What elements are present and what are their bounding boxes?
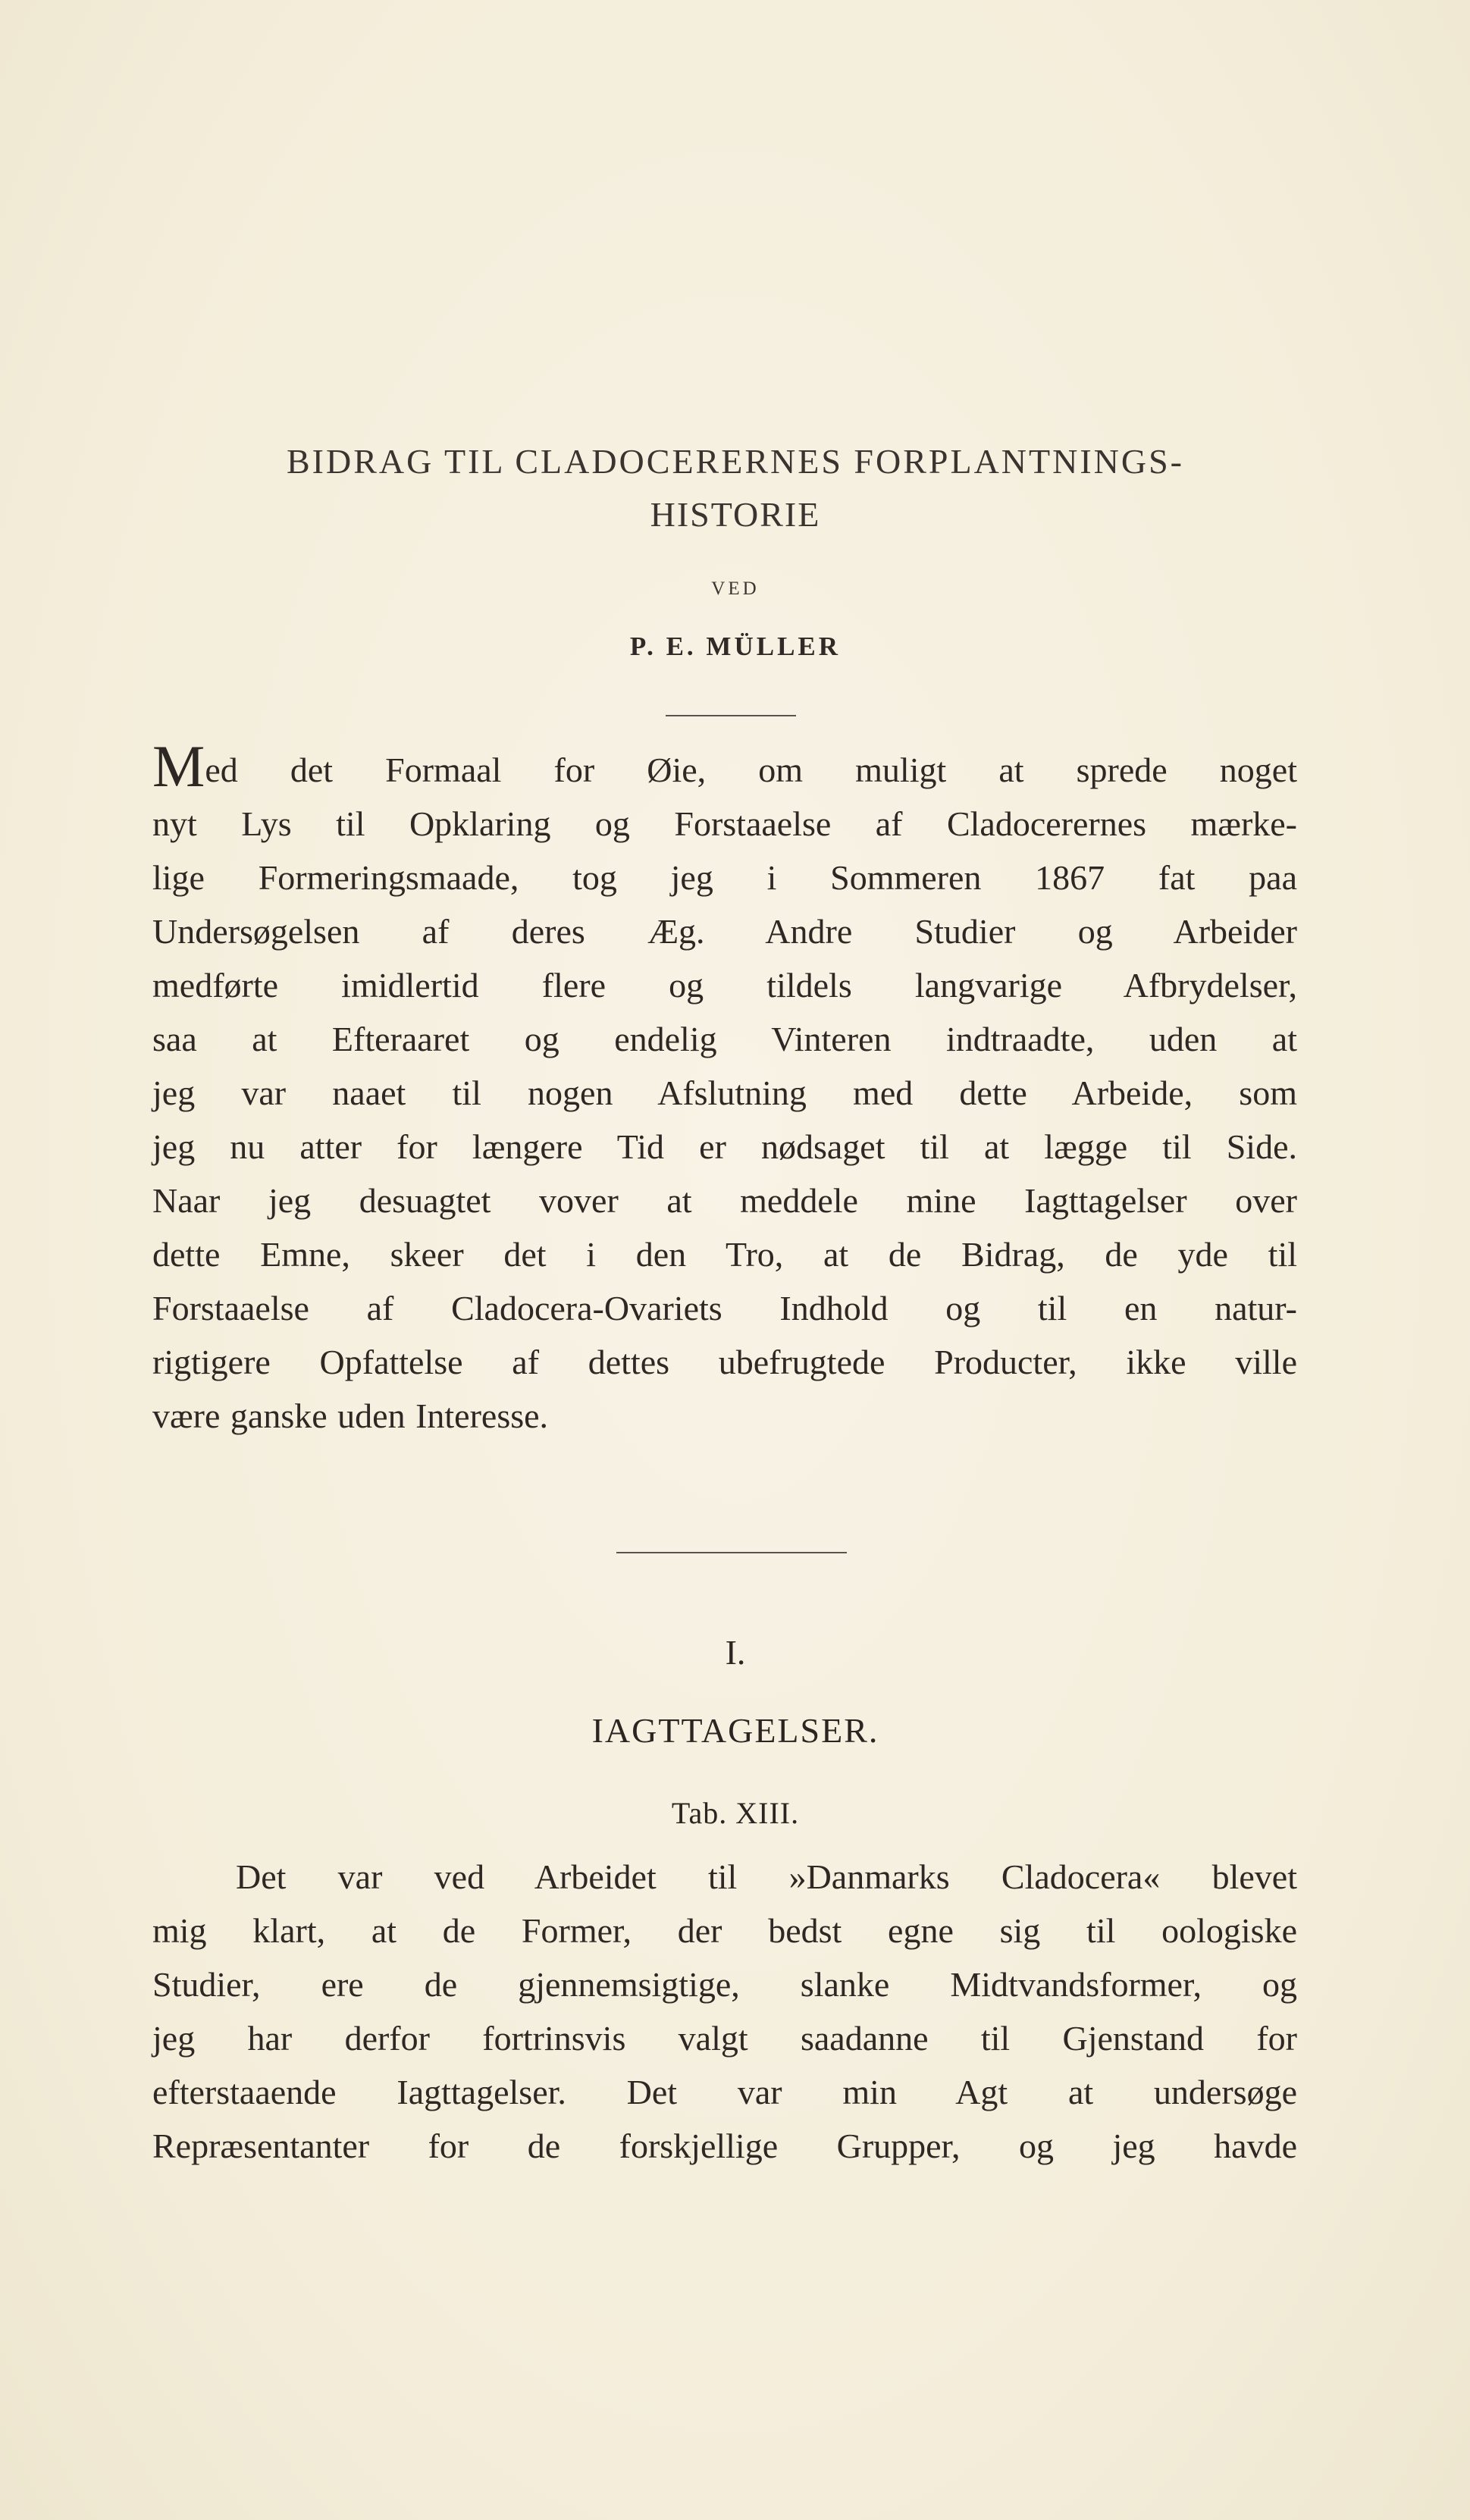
section-title: IAGTTAGELSER. [591, 1711, 879, 1750]
intro-line-11: Forstaaelse af Cladocera-Ovariets Indhold og til en natur- [152, 1289, 1297, 1327]
intro-line-8: jeg nu atter for længere Tid er nødsaget til at lægge til Side. [152, 1127, 1297, 1166]
intro-line-6: saa at Efteraaret og endelig Vinteren indtraadte, uden at [152, 1020, 1297, 1058]
article-title-line-2: HISTORIE [650, 495, 821, 534]
article-title-line-1: BIDRAG TIL CLADOCERERNES FORPLANTNINGS- [287, 442, 1184, 481]
intro-line-5: medførte imidlertid flere og tildels langvarige Afbrydelser, [152, 966, 1297, 1005]
body-line-4: jeg har derfor fortrinsvis valgt saadanne til Gjenstand for [152, 2019, 1297, 2058]
body-paragraph [152, 1850, 1297, 2173]
plate-reference: Tab. XIII. [671, 1796, 800, 1830]
body-line-5: efterstaaende Iagttagelser. Det var min Agt at undersøge [152, 2073, 1297, 2111]
intro-line-3: lige Formeringsmaade, tog jeg i Sommeren 1867 fat paa [152, 858, 1297, 897]
byline-prefix: VED [711, 578, 760, 599]
body-line-2: mig klart, at de Former, der bedst egne sig til oologiske [152, 1911, 1297, 1950]
author-name: P. E. MÜLLER [629, 632, 842, 661]
intro-line-1 [152, 733, 1297, 799]
intro-line-2: nyt Lys til Opklaring og Forstaaelse af Cladocerernes mærke- [152, 804, 1297, 843]
body-line-1: Det var ved Arbeidet til »Danmarks Cladocera« blevet [236, 1857, 1297, 1896]
intro-line-12: rigtigere Opfattelse af dettes ubefrugtede Producter, ikke ville [152, 1343, 1297, 1381]
separator-rule-section [616, 1552, 847, 1553]
intro-line-7: jeg var naaet til nogen Afslutning med dette Arbeide, som [152, 1074, 1297, 1112]
intro-line-1-text: ed det Formaal for Øie, om muligt at sprede noget [205, 751, 1297, 789]
intro-line-9: Naar jeg desuagtet vover at meddele mine Iagttagelser over [152, 1181, 1297, 1220]
intro-line-4: Undersøgelsen af deres Æg. Andre Studier og Arbeider [152, 912, 1297, 951]
separator-rule-top [666, 715, 796, 716]
drop-cap: M [152, 733, 205, 799]
body-line-3: Studier, ere de gjennemsigtige, slanke Midtvandsformer, og [152, 1965, 1297, 2004]
intro-paragraph [152, 733, 1297, 1443]
body-line-6: Repræsentanter for de forskjellige Grupper, og jeg havde [152, 2127, 1297, 2165]
intro-line-10: dette Emne, skeer det i den Tro, at de Bidrag, de yde til [152, 1235, 1297, 1274]
section-number: I. [725, 1633, 746, 1672]
intro-line-13: være ganske uden Interesse. [152, 1396, 549, 1435]
